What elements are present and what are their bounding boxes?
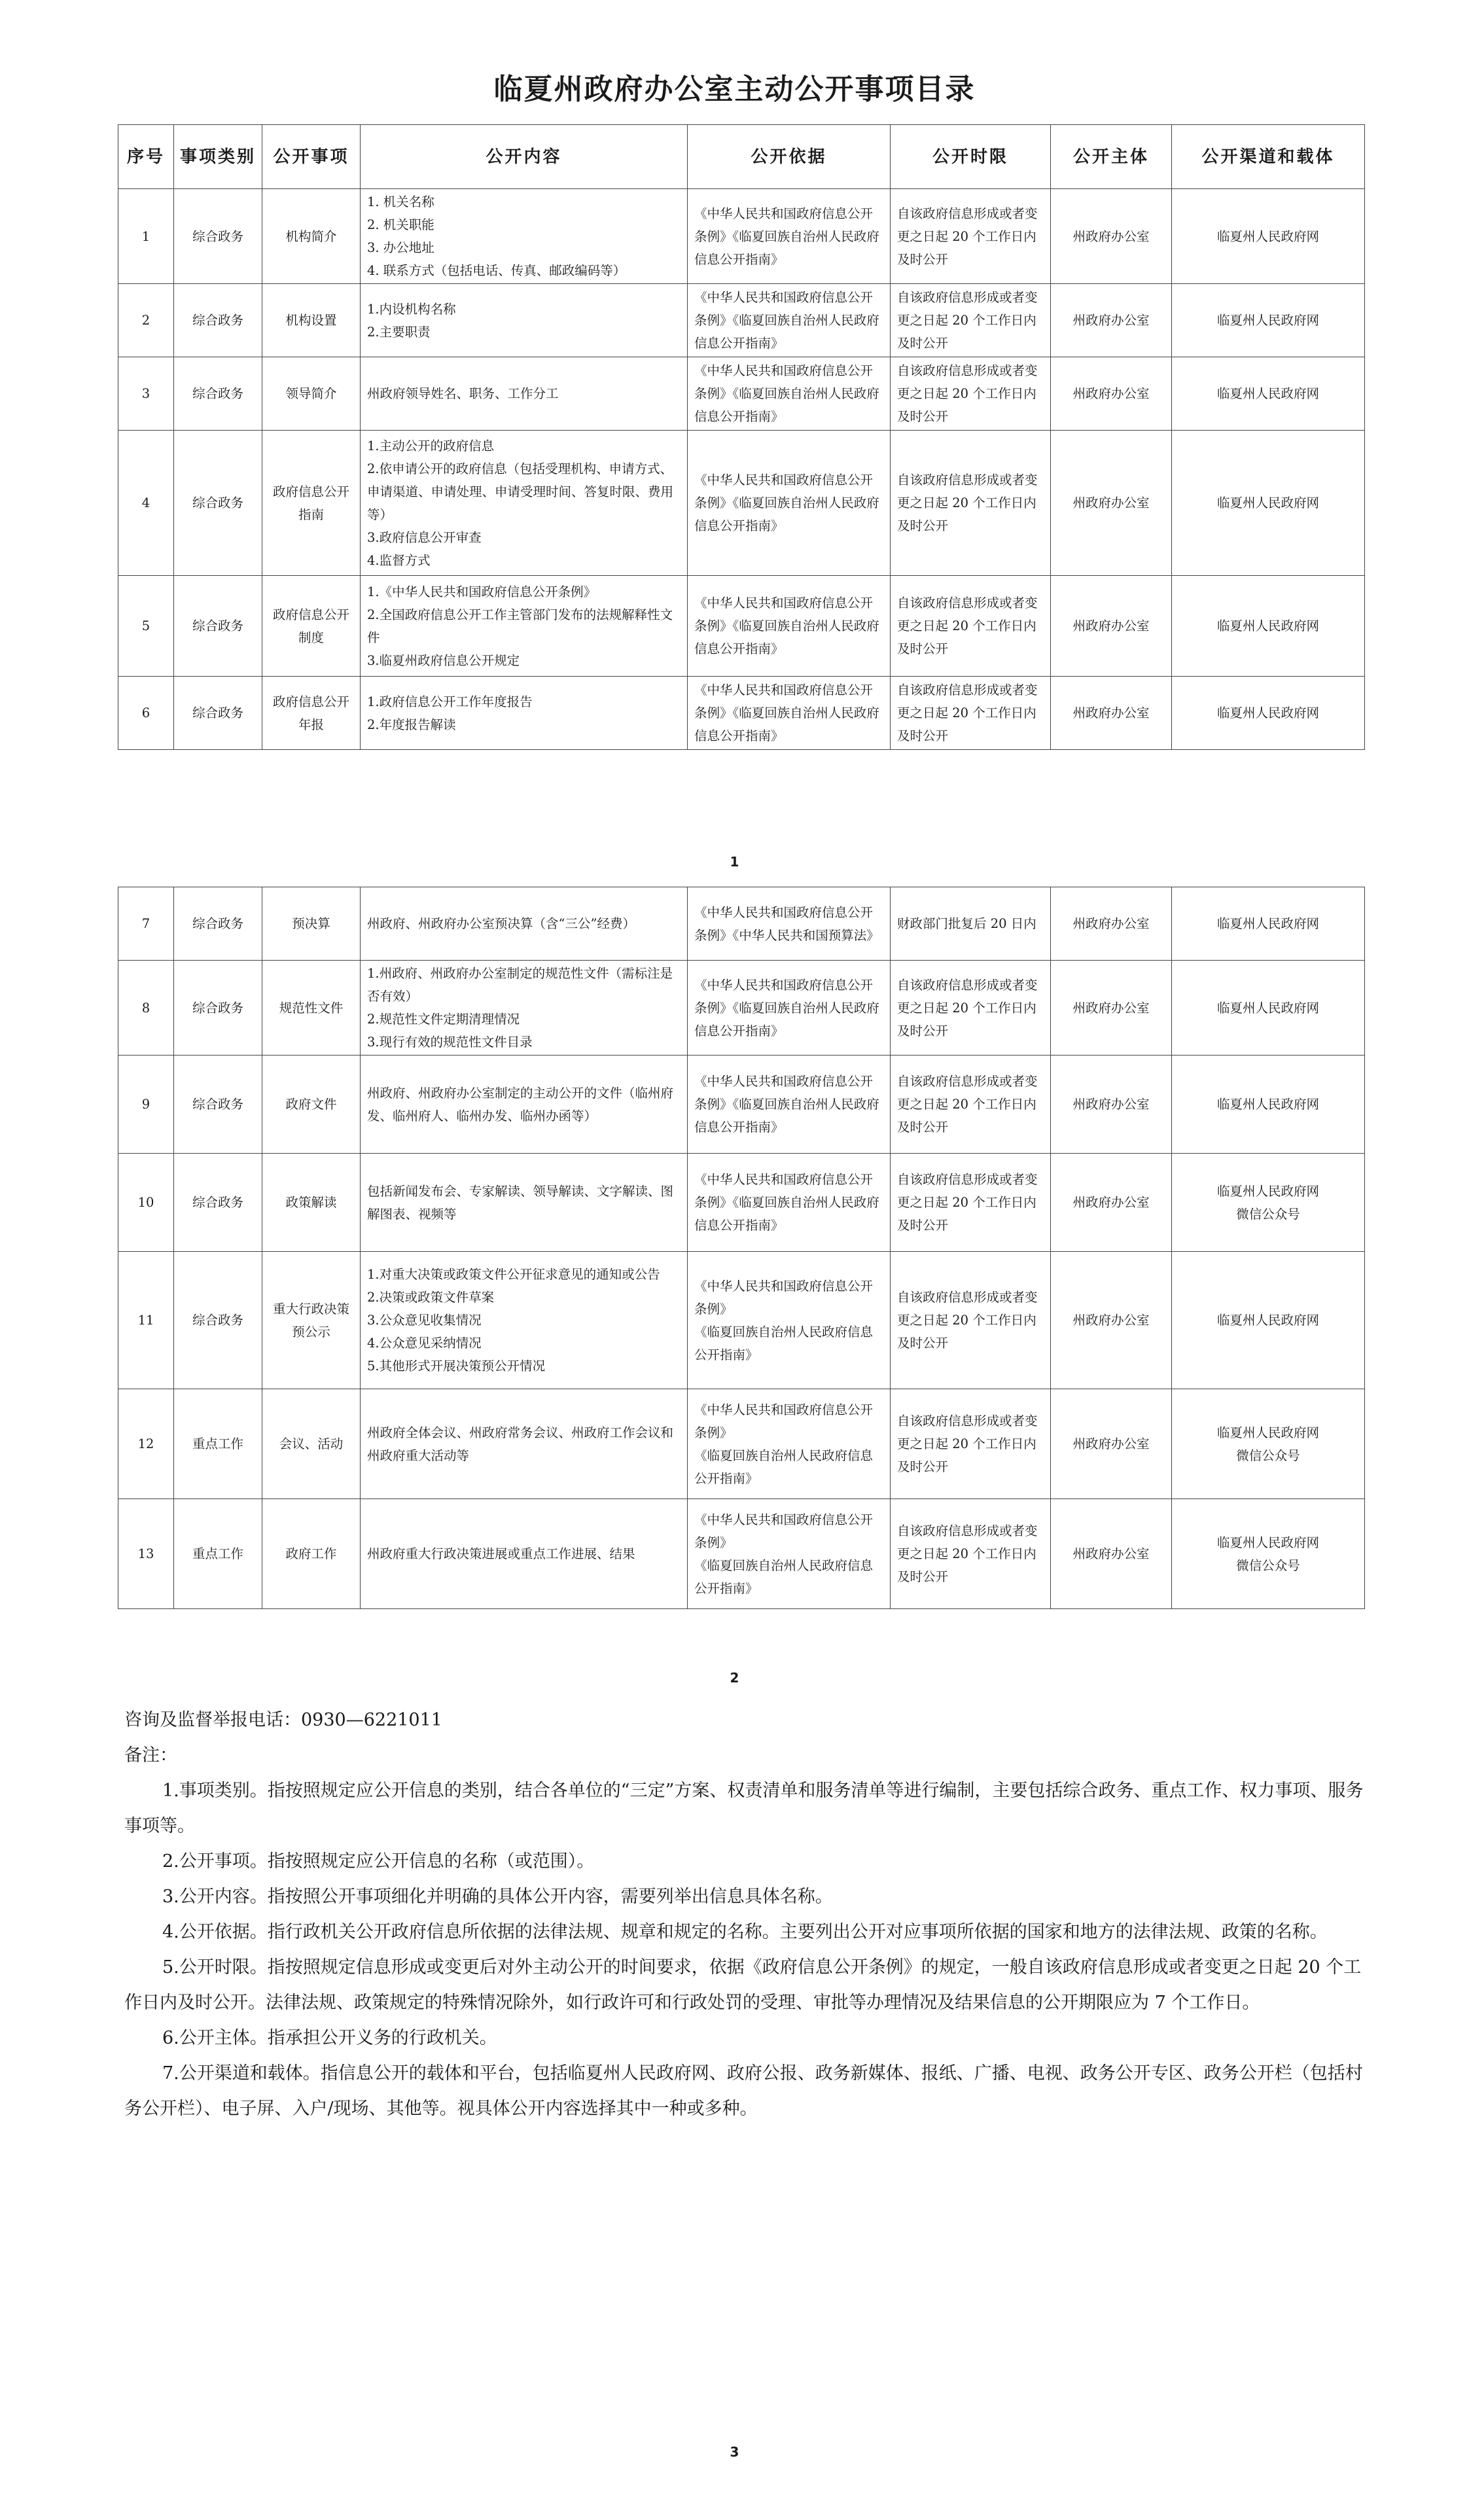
cell-item: 规范性文件	[262, 961, 361, 1056]
note-item: 4.公开依据。指行政机关公开政府信息所依据的法律法规、规章和规定的名称。主要列出公开对应事项所依据的国家和地方的法律法规、政策的名称。	[162, 1922, 1328, 1942]
cell-no: 2	[118, 284, 174, 357]
cell-subject: 州政府办公室	[1051, 284, 1172, 357]
cell-time: 财政部门批复后 20 日内	[891, 887, 1051, 961]
cell-category: 综合政务	[174, 284, 262, 357]
cell-item: 机构设置	[262, 284, 361, 357]
cell-item: 政府工作	[262, 1499, 361, 1609]
cell-basis: 《中华人民共和国政府信息公开条例》 《临夏回族自治州人民政府信息公开指南》	[688, 1389, 891, 1499]
table-row	[118, 961, 1365, 1056]
table-row	[118, 887, 1365, 961]
cell-item: 政府信息公开指南	[262, 431, 361, 576]
note-item: 5.公开时限。指按照规定信息形成或变更后对外主动公开的时间要求，依据《政府信息公开条例》的规定，一般自该政府信息形成或者变更之日起 20 个工作日内及时公开。法律法规、政策规定的特殊情况除外，如行政许可和行政处罚的受理、审批等办理情况及结果信息的公开期限应为 7 个工作日。	[124, 1957, 1362, 2013]
cell-channel: 临夏州人民政府网	[1172, 677, 1365, 750]
cell-content: 州政府全体会议、州政府常务会议、州政府工作会议和州政府重大活动等	[361, 1389, 688, 1499]
cell-content: 州政府、州政府办公室预决算（含“三公”经费）	[361, 887, 688, 961]
page-number-2: 2	[730, 1670, 739, 1686]
table-row	[118, 431, 1365, 576]
page-title: 临夏州政府办公室主动公开事项目录	[493, 73, 976, 106]
cell-item: 政策解读	[262, 1154, 361, 1252]
cell-basis: 《中华人民共和国政府信息公开条例》《临夏回族自治州人民政府信息公开指南》	[688, 576, 891, 677]
cell-no: 5	[118, 576, 174, 677]
cell-basis: 《中华人民共和国政府信息公开条例》《临夏回族自治州人民政府信息公开指南》	[688, 431, 891, 576]
cell-channel: 临夏州人民政府网 微信公众号	[1172, 1389, 1365, 1499]
cell-no: 4	[118, 431, 174, 576]
cell-basis: 《中华人民共和国政府信息公开条例》《临夏回族自治州人民政府信息公开指南》	[688, 357, 891, 431]
cell-time: 自该政府信息形成或者变更之日起 20 个工作日内及时公开	[891, 1056, 1051, 1154]
cell-basis: 《中华人民共和国政府信息公开条例》 《临夏回族自治州人民政府信息公开指南》	[688, 1252, 891, 1389]
cell-content: 1.《中华人民共和国政府信息公开条例》 2.全国政府信息公开工作主管部门发布的法规解释性文件 3.临夏州政府信息公开规定	[361, 576, 688, 677]
header-time: 公开时限	[891, 125, 1051, 189]
catalog-table-page-1	[118, 124, 1365, 750]
cell-time: 自该政府信息形成或者变更之日起 20 个工作日内及时公开	[891, 1389, 1051, 1499]
cell-basis: 《中华人民共和国政府信息公开条例》《临夏回族自治州人民政府信息公开指南》	[688, 677, 891, 750]
table-row	[118, 1389, 1365, 1499]
table-row	[118, 284, 1365, 357]
cell-content: 1.内设机构名称 2.主要职责	[361, 284, 688, 357]
cell-subject: 州政府办公室	[1051, 887, 1172, 961]
cell-content: 州政府、州政府办公室制定的主动公开的文件（临州府发、临州府人、临州办发、临州办函等）	[361, 1056, 688, 1154]
cell-time: 自该政府信息形成或者变更之日起 20 个工作日内及时公开	[891, 284, 1051, 357]
cell-category: 综合政务	[174, 677, 262, 750]
cell-time: 自该政府信息形成或者变更之日起 20 个工作日内及时公开	[891, 961, 1051, 1056]
cell-channel: 临夏州人民政府网	[1172, 887, 1365, 961]
note-item: 3.公开内容。指按照公开事项细化并明确的具体公开内容，需要列举出信息具体名称。	[162, 1887, 833, 1907]
cell-no: 6	[118, 677, 174, 750]
cell-content: 1. 机关名称 2. 机关职能 3. 办公地址 4. 联系方式（包括电话、传真、邮政编码等）	[361, 189, 688, 284]
cell-category: 重点工作	[174, 1499, 262, 1609]
cell-category: 综合政务	[174, 576, 262, 677]
cell-time: 自该政府信息形成或者变更之日起 20 个工作日内及时公开	[891, 576, 1051, 677]
table-row	[118, 1252, 1365, 1389]
cell-basis: 《中华人民共和国政府信息公开条例》《中华人民共和国预算法》	[688, 887, 891, 961]
cell-channel: 临夏州人民政府网	[1172, 576, 1365, 677]
cell-category: 综合政务	[174, 431, 262, 576]
cell-channel: 临夏州人民政府网	[1172, 357, 1365, 431]
cell-basis: 《中华人民共和国政府信息公开条例》《临夏回族自治州人民政府信息公开指南》	[688, 1154, 891, 1252]
cell-subject: 州政府办公室	[1051, 1499, 1172, 1609]
header-content: 公开内容	[361, 125, 688, 189]
table-row	[118, 189, 1365, 284]
cell-channel: 临夏州人民政府网	[1172, 961, 1365, 1056]
catalog-table-page-2	[118, 887, 1365, 1609]
cell-basis: 《中华人民共和国政府信息公开条例》《临夏回族自治州人民政府信息公开指南》	[688, 961, 891, 1056]
cell-subject: 州政府办公室	[1051, 677, 1172, 750]
table-row	[118, 1154, 1365, 1252]
cell-no: 12	[118, 1389, 174, 1499]
table-row	[118, 677, 1365, 750]
cell-time: 自该政府信息形成或者变更之日起 20 个工作日内及时公开	[891, 1252, 1051, 1389]
note-item: 7.公开渠道和载体。指信息公开的载体和平台，包括临夏州人民政府网、政府公报、政务新媒体、报纸、广播、电视、政务公开专区、政务公开栏（包括村务公开栏）、电子屏、入户/现场、其他等。视具体公开内容选择其中一种或多种。	[124, 2063, 1363, 2119]
cell-no: 9	[118, 1056, 174, 1154]
cell-category: 综合政务	[174, 357, 262, 431]
cell-item: 会议、活动	[262, 1389, 361, 1499]
cell-subject: 州政府办公室	[1051, 961, 1172, 1056]
page-number-1: 1	[730, 854, 739, 870]
header-basis: 公开依据	[688, 125, 891, 189]
cell-subject: 州政府办公室	[1051, 1056, 1172, 1154]
cell-channel: 临夏州人民政府网	[1172, 284, 1365, 357]
cell-time: 自该政府信息形成或者变更之日起 20 个工作日内及时公开	[891, 1499, 1051, 1609]
cell-category: 综合政务	[174, 1252, 262, 1389]
header-subject: 公开主体	[1051, 125, 1172, 189]
cell-no: 11	[118, 1252, 174, 1389]
cell-item: 领导简介	[262, 357, 361, 431]
cell-channel: 临夏州人民政府网 微信公众号	[1172, 1154, 1365, 1252]
table-row	[118, 1056, 1365, 1154]
cell-no: 10	[118, 1154, 174, 1252]
cell-subject: 州政府办公室	[1051, 431, 1172, 576]
cell-content: 1.对重大决策或政策文件公开征求意见的通知或公告 2.决策或政策文件草案 3.公众意见收集情况 4.公众意见采纳情况 5.其他形式开展决策预公开情况	[361, 1252, 688, 1389]
cell-channel: 临夏州人民政府网	[1172, 1252, 1365, 1389]
cell-channel: 临夏州人民政府网	[1172, 189, 1365, 284]
cell-basis: 《中华人民共和国政府信息公开条例》《临夏回族自治州人民政府信息公开指南》	[688, 1056, 891, 1154]
cell-subject: 州政府办公室	[1051, 357, 1172, 431]
header-channel: 公开渠道和载体	[1172, 125, 1365, 189]
cell-category: 综合政务	[174, 1056, 262, 1154]
cell-category: 综合政务	[174, 961, 262, 1056]
cell-content: 1.政府信息公开工作年度报告 2.年度报告解读	[361, 677, 688, 750]
cell-time: 自该政府信息形成或者变更之日起 20 个工作日内及时公开	[891, 1154, 1051, 1252]
cell-content: 州政府重大行政决策进展或重点工作进展、结果	[361, 1499, 688, 1609]
cell-item: 预决算	[262, 887, 361, 961]
cell-subject: 州政府办公室	[1051, 1252, 1172, 1389]
header-no: 序号	[118, 125, 174, 189]
cell-subject: 州政府办公室	[1051, 576, 1172, 677]
cell-subject: 州政府办公室	[1051, 189, 1172, 284]
notes-heading: 备注：	[124, 1745, 177, 1766]
cell-no: 3	[118, 357, 174, 431]
note-item: 1.事项类别。指按照规定应公开信息的类别，结合各单位的“三定”方案、权责清单和服务清单等进行编制，主要包括综合政务、重点工作、权力事项、服务事项等。	[124, 1781, 1364, 1836]
cell-item: 政府信息公开年报	[262, 677, 361, 750]
cell-channel: 临夏州人民政府网 微信公众号	[1172, 1499, 1365, 1609]
cell-item: 重大行政决策预公示	[262, 1252, 361, 1389]
table-row	[118, 1499, 1365, 1609]
cell-category: 综合政务	[174, 1154, 262, 1252]
cell-content: 州政府领导姓名、职务、工作分工	[361, 357, 688, 431]
cell-time: 自该政府信息形成或者变更之日起 20 个工作日内及时公开	[891, 189, 1051, 284]
table-row	[118, 357, 1365, 431]
cell-category: 综合政务	[174, 189, 262, 284]
cell-time: 自该政府信息形成或者变更之日起 20 个工作日内及时公开	[891, 431, 1051, 576]
cell-no: 8	[118, 961, 174, 1056]
cell-content: 包括新闻发布会、专家解读、领导解读、文字解读、图解图表、视频等	[361, 1154, 688, 1252]
table-header-row	[118, 125, 1365, 189]
cell-item: 政府文件	[262, 1056, 361, 1154]
cell-content: 1.主动公开的政府信息 2.依申请公开的政府信息（包括受理机构、申请方式、申请渠道、申请处理、申请受理时间、答复时限、费用等） 3.政府信息公开审查 4.监督方式	[361, 431, 688, 576]
cell-time: 自该政府信息形成或者变更之日起 20 个工作日内及时公开	[891, 357, 1051, 431]
note-item: 6.公开主体。指承担公开义务的行政机关。	[162, 2028, 497, 2048]
hotline-text: 咨询及监督举报电话：0930—6221011	[124, 1710, 442, 1730]
cell-basis: 《中华人民共和国政府信息公开条例》《临夏回族自治州人民政府信息公开指南》	[688, 189, 891, 284]
cell-no: 13	[118, 1499, 174, 1609]
cell-content: 1.州政府、州政府办公室制定的规范性文件（需标注是否有效） 2.规范性文件定期清理情况 3.现行有效的规范性文件目录	[361, 961, 688, 1056]
cell-basis: 《中华人民共和国政府信息公开条例》 《临夏回族自治州人民政府信息公开指南》	[688, 1499, 891, 1609]
header-item: 公开事项	[262, 125, 361, 189]
cell-item: 政府信息公开制度	[262, 576, 361, 677]
cell-channel: 临夏州人民政府网	[1172, 1056, 1365, 1154]
cell-no: 7	[118, 887, 174, 961]
page-number-3: 3	[730, 2444, 739, 2460]
cell-category: 重点工作	[174, 1389, 262, 1499]
note-item: 2.公开事项。指按照规定应公开信息的名称（或范围）。	[162, 1851, 595, 1872]
cell-subject: 州政府办公室	[1051, 1389, 1172, 1499]
cell-basis: 《中华人民共和国政府信息公开条例》《临夏回族自治州人民政府信息公开指南》	[688, 284, 891, 357]
cell-subject: 州政府办公室	[1051, 1154, 1172, 1252]
cell-item: 机构简介	[262, 189, 361, 284]
cell-no: 1	[118, 189, 174, 284]
cell-category: 综合政务	[174, 887, 262, 961]
header-category: 事项类别	[174, 125, 262, 189]
cell-time: 自该政府信息形成或者变更之日起 20 个工作日内及时公开	[891, 677, 1051, 750]
cell-channel: 临夏州人民政府网	[1172, 431, 1365, 576]
notes-section	[124, 1703, 1364, 2127]
table-row	[118, 576, 1365, 677]
